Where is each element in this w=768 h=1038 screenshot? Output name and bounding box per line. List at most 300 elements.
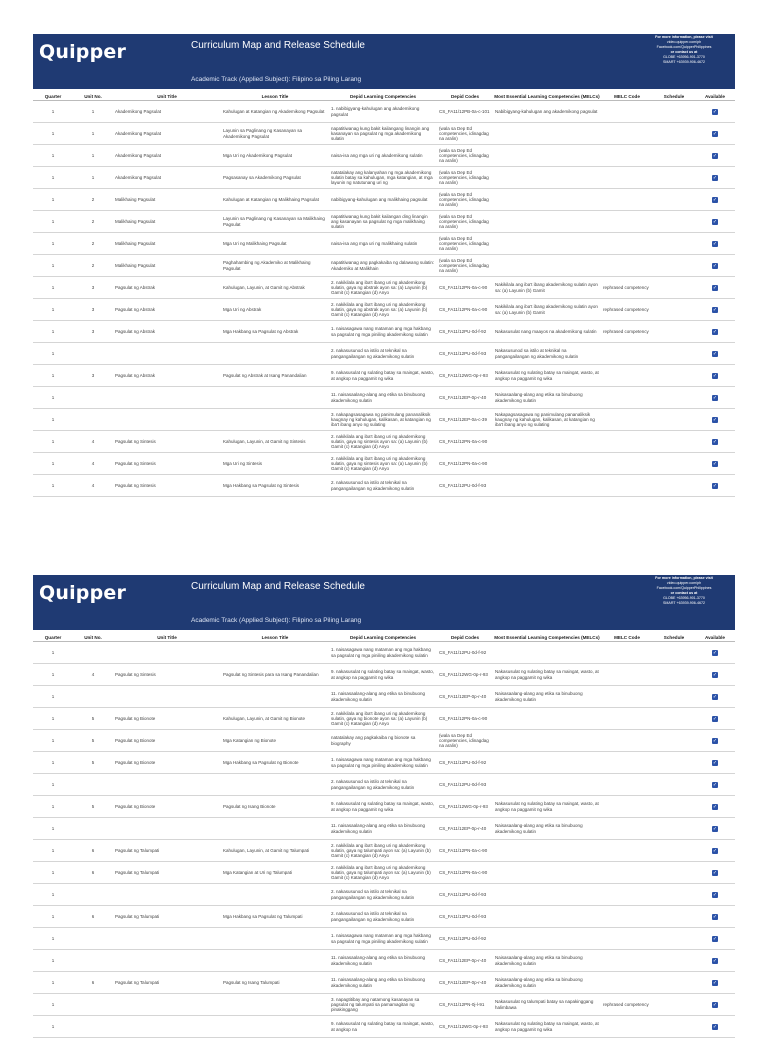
cell-depid-code: (wala sa Dep Ed competencies, idinagdag na aralin) (437, 123, 493, 145)
cell-learning-competency: 2. nakasusunod sa istilo at teknikal na pangangailangan ng akademikong sulatin (329, 343, 437, 365)
cell-schedule (653, 233, 695, 255)
cell-melc: Nakapagsasagawa ng panimulang pananaliksik kaugnay ng kahulugan, kalikasan, at katangian ng iba't ibang anyo ng sulating (493, 409, 601, 431)
cell-unit-title (113, 928, 221, 950)
col-learning-competencies: Depid Learning Competencies (329, 89, 437, 101)
available-checkbox-icon[interactable]: ✓ (712, 1001, 718, 1008)
cell-melc: Nakasusulat ng sulating batay sa maingat, wasto, at angkop na paggamit ng wika (493, 1016, 601, 1038)
cell-melc (493, 167, 601, 189)
cell-unit-title: Akademikong Pagsulat (113, 101, 221, 123)
cell-unit-title: Pagsulat ng Bionote (113, 708, 221, 730)
cell-melc-code: rephrased competency (601, 994, 653, 1016)
available-checkbox-icon[interactable]: ✓ (712, 152, 718, 159)
cell-melc: Nakasusulat ng sulating batay sa maingat, wasto, at angkop na paggamit ng wika (493, 365, 601, 387)
cell-melc-code (601, 1016, 653, 1038)
cell-melc (493, 211, 601, 233)
available-checkbox-icon[interactable]: ✓ (712, 394, 718, 401)
cell-schedule (653, 277, 695, 299)
cell-lesson-title (221, 409, 329, 431)
cell-melc (493, 123, 601, 145)
available-checkbox-icon[interactable]: ✓ (712, 460, 718, 467)
contact-line[interactable]: Facebook.com/QuipperPhilippines (656, 45, 712, 49)
cell-unit-no (73, 1016, 113, 1038)
col-available: Available (695, 89, 735, 101)
cell-schedule (653, 167, 695, 189)
cell-learning-competency: 9. nakasusulat ng sulating batay sa maingat, wasto, at angkop na (329, 1016, 437, 1038)
cell-melc (493, 906, 601, 928)
cell-lesson-title: Pagsulat ng Sintesis para sa Isang Panandalian (221, 664, 329, 686)
available-checkbox-icon[interactable]: ✓ (712, 262, 718, 269)
cell-schedule (653, 862, 695, 884)
available-checkbox-icon[interactable]: ✓ (712, 306, 718, 313)
cell-quarter: 1 (33, 365, 73, 387)
cell-unit-no (73, 994, 113, 1016)
cell-unit-no (73, 409, 113, 431)
cell-depid-code: CS_FA11/12PU-0d-f-93 (437, 343, 493, 365)
cell-melc-code (601, 255, 653, 277)
cell-learning-competency: natatalakay ang kalanyahan ng mga akademikong sulatin batay sa kahulugan, mga katangian, at mga layunin ng natutunang uri ng (329, 167, 437, 189)
cell-lesson-title: Mga Hakbang sa Pagsulat ng Bionote (221, 752, 329, 774)
cell-lesson-title: Pagsulat ng Isang Talumpati (221, 972, 329, 994)
cell-unit-no: 6 (73, 906, 113, 928)
cell-available (695, 1016, 735, 1038)
cell-quarter: 1 (33, 994, 73, 1016)
cell-quarter: 1 (33, 255, 73, 277)
contact-info (639, 35, 729, 65)
cell-schedule (653, 642, 695, 664)
cell-learning-competency: 2. nakasusunod sa istilo at teknikal na pangangailangan ng akademikong sulatin (329, 906, 437, 928)
contact-line: SMART +63939-906-4672 (663, 60, 705, 64)
cell-unit-title (113, 343, 221, 365)
cell-melc: Nakasusulat ng sulating batay sa maingat, wasto, at angkop na paggamit ng wika (493, 796, 601, 818)
cell-depid-code: CS_FA11/12PU-0d-f-92 (437, 321, 493, 343)
cell-learning-competency: naisa-isa ang mga uri ng akademikong sulatin (329, 145, 437, 167)
cell-lesson-title: Mga Uri ng Sintesis (221, 453, 329, 475)
cell-learning-competency: 2. nakikilala ang iba't ibang uri ng akademikong sulatin, gaya ng sintesis ayon sa: (a) Layunin (b) Gamit (c) Katangian (d) Anyo (329, 453, 437, 475)
table-row (33, 299, 735, 321)
available-checkbox-icon[interactable]: ✓ (712, 781, 718, 788)
cell-learning-competency: 11. naisasaalang-alang ang etika sa binubuong akademikong sulatin (329, 387, 437, 409)
cell-lesson-title: Mga Katangian at Uri ng Talumpati (221, 862, 329, 884)
cell-unit-title: Pagsulat ng Abstrak (113, 365, 221, 387)
cell-melc (493, 840, 601, 862)
cell-available (695, 277, 735, 299)
cell-unit-title: Pagsulat ng Abstrak (113, 299, 221, 321)
cell-melc: Naisasaalang-alang ang etika sa binubuong akademikong sulatin (493, 387, 601, 409)
col-melc-code: MELC Code (601, 89, 653, 101)
cell-learning-competency: napatitiwanag ang pagkakaiba ng dalawang sulatin: Akademiko at Malikhain (329, 255, 437, 277)
cell-melc (493, 189, 601, 211)
cell-quarter: 1 (33, 189, 73, 211)
cell-melc: Nakasusunod sa istilo at teknikal na pangangailangan ng akademikong sulatin (493, 343, 601, 365)
cell-unit-no: 4 (73, 431, 113, 453)
page-1 (33, 34, 735, 497)
cell-melc-code (601, 233, 653, 255)
available-checkbox-icon[interactable]: ✓ (712, 174, 718, 181)
cell-melc-code: rephrased competency (601, 277, 653, 299)
cell-schedule (653, 818, 695, 840)
cell-melc-code (601, 453, 653, 475)
available-checkbox-icon[interactable]: ✓ (712, 803, 718, 810)
available-checkbox-icon[interactable]: ✓ (712, 649, 718, 656)
cell-unit-title: Akademikong Pagsulat (113, 145, 221, 167)
cell-unit-title: Pagsulat ng Talumpati (113, 906, 221, 928)
available-checkbox-icon[interactable]: ✓ (712, 108, 718, 115)
table-row (33, 321, 735, 343)
cell-lesson-title (221, 928, 329, 950)
cell-quarter: 1 (33, 409, 73, 431)
cell-unit-no: 4 (73, 664, 113, 686)
available-checkbox-icon[interactable]: ✓ (712, 935, 718, 942)
cell-melc-code (601, 211, 653, 233)
table-row (33, 686, 735, 708)
table-body-page-2 (33, 642, 735, 1038)
available-checkbox-icon[interactable]: ✓ (712, 891, 718, 898)
contact-line[interactable]: Facebook.com/QuipperPhilippines (656, 586, 712, 590)
cell-schedule (653, 994, 695, 1016)
cell-unit-title (113, 642, 221, 664)
contact-line: or contact us at (670, 591, 698, 595)
available-checkbox-icon[interactable]: ✓ (712, 913, 718, 920)
contact-line[interactable]: video.quipper.com/ph (666, 40, 702, 44)
cell-lesson-title: Pagsasanay sa Akademikong Pagsulat (221, 167, 329, 189)
cell-unit-no (73, 884, 113, 906)
cell-melc-code (601, 123, 653, 145)
cell-unit-no: 5 (73, 796, 113, 818)
cell-unit-no: 1 (73, 145, 113, 167)
cell-unit-title: Pagsulat ng Talumpati (113, 972, 221, 994)
cell-lesson-title (221, 686, 329, 708)
cell-depid-code: CS_FA11/12PU-0d-f-92 (437, 642, 493, 664)
cell-lesson-title: Paghahambing ng Akademiko at Malikhaing Pagsulat (221, 255, 329, 277)
cell-depid-code: (wala sa Dep Ed competencies, idinagdag na aralin) (437, 211, 493, 233)
cell-depid-code: CS_FA11/12PU-0d-f-93 (437, 475, 493, 497)
cell-quarter: 1 (33, 431, 73, 453)
cell-quarter: 1 (33, 233, 73, 255)
available-checkbox-icon[interactable]: ✓ (712, 284, 718, 291)
col-lesson-title: Lesson Title (221, 630, 329, 642)
cell-schedule (653, 884, 695, 906)
cell-unit-no: 1 (73, 167, 113, 189)
cell-quarter: 1 (33, 299, 73, 321)
cell-unit-title: Pagsulat ng Sintesis (113, 431, 221, 453)
table-row (33, 774, 735, 796)
available-checkbox-icon[interactable]: ✓ (712, 869, 718, 876)
table-row (33, 453, 735, 475)
cell-schedule (653, 101, 695, 123)
cell-schedule (653, 752, 695, 774)
table-row (33, 233, 735, 255)
cell-depid-code: (wala sa Dep Ed competencies, idinagdag na aralin) (437, 233, 493, 255)
cell-unit-no (73, 774, 113, 796)
cell-depid-code: (wala sa Dep Ed competencies, idinagdag na aralin) (437, 730, 493, 752)
cell-depid-code: CS_FA11/12PU-0d-f-92 (437, 928, 493, 950)
available-checkbox-icon[interactable]: ✓ (712, 218, 718, 225)
cell-available (695, 189, 735, 211)
cell-schedule (653, 409, 695, 431)
cell-lesson-title: Layunin sa Paglinang ng Kasanayan sa Malikhaing Pagsulat (221, 211, 329, 233)
cell-lesson-title (221, 343, 329, 365)
cell-depid-code: CS_FA11/12PU-0d-f-93 (437, 906, 493, 928)
cell-schedule (653, 211, 695, 233)
cell-melc (493, 453, 601, 475)
available-checkbox-icon[interactable]: ✓ (712, 438, 718, 445)
available-checkbox-icon[interactable]: ✓ (712, 847, 718, 854)
cell-melc-code (601, 167, 653, 189)
available-checkbox-icon[interactable]: ✓ (712, 759, 718, 766)
cell-learning-competency: napatitiwanag kung bakit kailangang linangin ang kasanayan sa pagsulat ng mga akademikong sulatin (329, 123, 437, 145)
cell-learning-competency: 2. nakikilala ang iba't ibang uri ng akademikong sulatin, gaya ng talumpati ayon sa: (a) Layunin (b) Gamit (c) Katangian (d) Anyo (329, 862, 437, 884)
cell-available (695, 475, 735, 497)
cell-unit-title: Pagsulat ng Talumpati (113, 862, 221, 884)
available-checkbox-icon[interactable]: ✓ (712, 1023, 718, 1030)
cell-available (695, 862, 735, 884)
cell-learning-competency: 9. nakasusulat ng sulating batay sa maingat, wasto, at angkop na paggamit ng wika (329, 664, 437, 686)
cell-melc: Naisasaalang-alang ang etika sa binubuong akademikong sulatin (493, 972, 601, 994)
cell-melc (493, 928, 601, 950)
cell-depid-code: CS_FA11/12PU-0d-f-93 (437, 774, 493, 796)
available-checkbox-icon[interactable]: ✓ (712, 130, 718, 137)
available-checkbox-icon[interactable]: ✓ (712, 372, 718, 379)
available-checkbox-icon[interactable]: ✓ (712, 196, 718, 203)
table-row (33, 862, 735, 884)
cell-unit-title: Pagsulat ng Abstrak (113, 277, 221, 299)
curriculum-table (33, 89, 735, 497)
cell-depid-code: CS_FA11/12PN-0j-l-91 (437, 994, 493, 1016)
table-row (33, 255, 735, 277)
table-row (33, 431, 735, 453)
cell-schedule (653, 189, 695, 211)
header-banner (33, 575, 735, 612)
cell-melc: Nabibigyang-kahulugan ang akademikong pagsulat (493, 101, 601, 123)
cell-depid-code: CS_FA11/12WG-0p-r-93 (437, 664, 493, 686)
col-schedule: Schedule (653, 630, 695, 642)
contact-line[interactable]: video.quipper.com/ph (666, 581, 702, 585)
cell-melc (493, 752, 601, 774)
cell-unit-no: 2 (73, 233, 113, 255)
track-subtitle: Academic Track (Applied Subject): Filipino sa Piling Larang (33, 71, 735, 89)
available-checkbox-icon[interactable]: ✓ (712, 737, 718, 744)
cell-melc (493, 642, 601, 664)
cell-depid-code: CS_FA11/12EP-0p-r-40 (437, 950, 493, 972)
available-checkbox-icon[interactable]: ✓ (712, 240, 718, 247)
track-subtitle: Academic Track (Applied Subject): Filipino sa Piling Larang (33, 612, 735, 630)
cell-learning-competency: 11. naisasaalang-alang ang etika sa binubuong akademikong sulatin (329, 950, 437, 972)
cell-schedule (653, 950, 695, 972)
table-row (33, 730, 735, 752)
cell-melc (493, 708, 601, 730)
cell-quarter: 1 (33, 145, 73, 167)
cell-melc (493, 431, 601, 453)
cell-learning-competency: 1. naisasagawa nang mataman ang mga hakbang sa pagsulat ng mga piniling akademikong sulatin (329, 321, 437, 343)
cell-learning-competency: 2. nakasusunod sa istilo at teknikal na pangangailangan ng akademikong sulatin (329, 475, 437, 497)
cell-quarter: 1 (33, 906, 73, 928)
available-checkbox-icon[interactable]: ✓ (712, 482, 718, 489)
cell-depid-code: CS_FA11/12WG-0p-r-93 (437, 365, 493, 387)
table-row (33, 884, 735, 906)
cell-lesson-title: Pagsulat ng Abstrak at Isang Panandalian (221, 365, 329, 387)
cell-unit-no: 5 (73, 752, 113, 774)
cell-lesson-title: Kahulugan at Katangian ng Akademikong Pagsulat (221, 101, 329, 123)
cell-learning-competency: 11. naisasaalang-alang ang etika sa binubuong akademikong sulatin (329, 818, 437, 840)
cell-melc-code (601, 101, 653, 123)
available-checkbox-icon[interactable]: ✓ (712, 416, 718, 423)
cell-learning-competency: 1. naisasagawa nang mataman ang mga hakbang sa pagsulat ng mga piniling akademikong sulatin (329, 642, 437, 664)
cell-available (695, 321, 735, 343)
cell-depid-code: (wala sa Dep Ed competencies, idinagdag na aralin) (437, 167, 493, 189)
available-checkbox-icon[interactable]: ✓ (712, 328, 718, 335)
cell-learning-competency: 11. naisasaalang-alang ang etika sa binubuong akademikong sulatin (329, 972, 437, 994)
cell-unit-title (113, 950, 221, 972)
cell-available (695, 796, 735, 818)
cell-available (695, 686, 735, 708)
available-checkbox-icon[interactable]: ✓ (712, 979, 718, 986)
cell-melc (493, 884, 601, 906)
contact-line: SMART +63939-906-4672 (663, 601, 705, 605)
cell-unit-title (113, 994, 221, 1016)
cell-lesson-title (221, 994, 329, 1016)
table-row (33, 752, 735, 774)
col-melcs: Most Essential Learning Competencies (MELCs) (493, 630, 601, 642)
cell-available (695, 233, 735, 255)
page-title: Curriculum Map and Release Schedule (191, 40, 365, 51)
cell-schedule (653, 321, 695, 343)
cell-lesson-title: Mga Uri ng Malikhaing Pagsulat (221, 233, 329, 255)
cell-unit-title: Pagsulat ng Sintesis (113, 475, 221, 497)
cell-quarter: 1 (33, 686, 73, 708)
cell-melc: Nakikilala ang iba't ibang akademikong sulatin ayon sa: (a) Layunin (b) Gamit (493, 299, 601, 321)
cell-learning-competency: nabibigyang-kahulugan ang malikhaing pagsulat (329, 189, 437, 211)
cell-lesson-title: Mga Katangian ng Bionote (221, 730, 329, 752)
cell-lesson-title: Mga Uri ng Abstrak (221, 299, 329, 321)
cell-quarter: 1 (33, 884, 73, 906)
cell-melc-code (601, 752, 653, 774)
cell-learning-competency: 1. naisasagawa nang mataman ang mga hakbang sa pagsulat ng mga piniling akademikong sulatin (329, 752, 437, 774)
cell-unit-no: 6 (73, 840, 113, 862)
cell-schedule (653, 906, 695, 928)
cell-lesson-title: Mga Hakbang sa Pagsulat ng Talumpati (221, 906, 329, 928)
cell-learning-competency: 3. nakapagsasagawa ng panimulang pananaliksik kaugnay ng kahulugan, kalikasan, at katangian ng iba't ibang anyo ng sulating (329, 409, 437, 431)
quipper-logo: Quipper (39, 582, 127, 604)
cell-learning-competency: 2. nakikilala ang iba't ibang uri ng akademikong sulatin, gaya ng abstrak ayon sa: (a) Layunin (b) Gamit (c) Katangian (d) Anyo (329, 299, 437, 321)
cell-lesson-title: Mga Hakbang sa Pagsulat ng Abstrak (221, 321, 329, 343)
cell-depid-code: CS_FA11/12PN-0a-c-90 (437, 708, 493, 730)
cell-unit-no: 1 (73, 123, 113, 145)
cell-melc-code (601, 818, 653, 840)
cell-melc-code (601, 972, 653, 994)
cell-quarter: 1 (33, 972, 73, 994)
cell-depid-code: CS_FA11/12EP-0p-r-40 (437, 686, 493, 708)
cell-schedule (653, 475, 695, 497)
curriculum-table (33, 630, 735, 1038)
cell-melc-code (601, 409, 653, 431)
available-checkbox-icon[interactable]: ✓ (712, 957, 718, 964)
table-row (33, 708, 735, 730)
cell-available (695, 255, 735, 277)
cell-learning-competency: naisa-isa ang mga uri ng malikhaing sulatin (329, 233, 437, 255)
col-quarter: Quarter (33, 630, 73, 642)
contact-line: or contact us at (670, 50, 698, 54)
cell-quarter: 1 (33, 1016, 73, 1038)
cell-available (695, 145, 735, 167)
cell-quarter: 1 (33, 950, 73, 972)
cell-unit-no: 3 (73, 321, 113, 343)
cell-available (695, 642, 735, 664)
cell-available (695, 365, 735, 387)
cell-schedule (653, 145, 695, 167)
available-checkbox-icon[interactable]: ✓ (712, 825, 718, 832)
cell-depid-code: CS_FA11/12PU-0d-f-92 (437, 752, 493, 774)
cell-schedule (653, 664, 695, 686)
cell-learning-competency: 2. nakikilala ang iba't ibang uri ng akademikong sulatin, gaya ng sintesis ayon sa: (a) Layunin (b) Gamit (c) Katangian (d) Anyo (329, 431, 437, 453)
cell-unit-no (73, 642, 113, 664)
cell-learning-competency: natatalakay ang pagkakaiba ng bionote sa biography (329, 730, 437, 752)
cell-learning-competency: 2. nakasusunod sa istilo at teknikal na pangangailangan ng akademikong sulatin (329, 774, 437, 796)
cell-unit-no (73, 387, 113, 409)
cell-melc: Nakasusulat nang maayos na akademikong sulatin (493, 321, 601, 343)
cell-unit-no: 6 (73, 972, 113, 994)
cell-unit-no: 4 (73, 475, 113, 497)
cell-available (695, 972, 735, 994)
cell-unit-title: Pagsulat ng Bionote (113, 752, 221, 774)
table-row (33, 950, 735, 972)
cell-melc-code (601, 840, 653, 862)
cell-available (695, 730, 735, 752)
table-row (33, 167, 735, 189)
cell-depid-code: CS_FA11/12PN-0a-c-90 (437, 453, 493, 475)
available-checkbox-icon[interactable]: ✓ (712, 350, 718, 357)
cell-depid-code: CS_FA11/12EP-0a-c-39 (437, 409, 493, 431)
cell-schedule (653, 365, 695, 387)
cell-schedule (653, 343, 695, 365)
cell-available (695, 708, 735, 730)
cell-melc-code (601, 475, 653, 497)
cell-unit-no: 2 (73, 255, 113, 277)
page-title: Curriculum Map and Release Schedule (191, 581, 365, 592)
available-checkbox-icon[interactable]: ✓ (712, 693, 718, 700)
cell-depid-code: CS_FA11/12PN-0a-c-90 (437, 862, 493, 884)
cell-melc (493, 145, 601, 167)
col-melc-code: MELC Code (601, 630, 653, 642)
cell-melc-code (601, 796, 653, 818)
cell-melc-code (601, 664, 653, 686)
available-checkbox-icon[interactable]: ✓ (712, 715, 718, 722)
cell-available (695, 906, 735, 928)
cell-melc-code (601, 862, 653, 884)
cell-available (695, 299, 735, 321)
cell-quarter: 1 (33, 730, 73, 752)
col-quarter: Quarter (33, 89, 73, 101)
cell-melc-code (601, 431, 653, 453)
cell-available (695, 840, 735, 862)
table-row (33, 818, 735, 840)
cell-schedule (653, 299, 695, 321)
cell-unit-title (113, 387, 221, 409)
cell-melc (493, 255, 601, 277)
cell-melc-code (601, 730, 653, 752)
cell-available (695, 409, 735, 431)
cell-melc: Nakikilala ang iba't ibang akademikong sulatin ayon sa: (a) Layunin (b) Gamit (493, 277, 601, 299)
cell-melc-code (601, 189, 653, 211)
cell-unit-title: Akademikong Pagsulat (113, 167, 221, 189)
contact-info (639, 576, 729, 606)
cell-unit-title: Malikhaing Pagsulat (113, 255, 221, 277)
cell-available (695, 950, 735, 972)
cell-learning-competency: 9. nakasusulat ng sulating batay sa maingat, wasto, at angkop na paggamit ng wika (329, 365, 437, 387)
contact-line: GLOBE +63956-901-3770 (663, 55, 705, 59)
cell-quarter: 1 (33, 167, 73, 189)
available-checkbox-icon[interactable]: ✓ (712, 671, 718, 678)
cell-unit-no: 3 (73, 277, 113, 299)
